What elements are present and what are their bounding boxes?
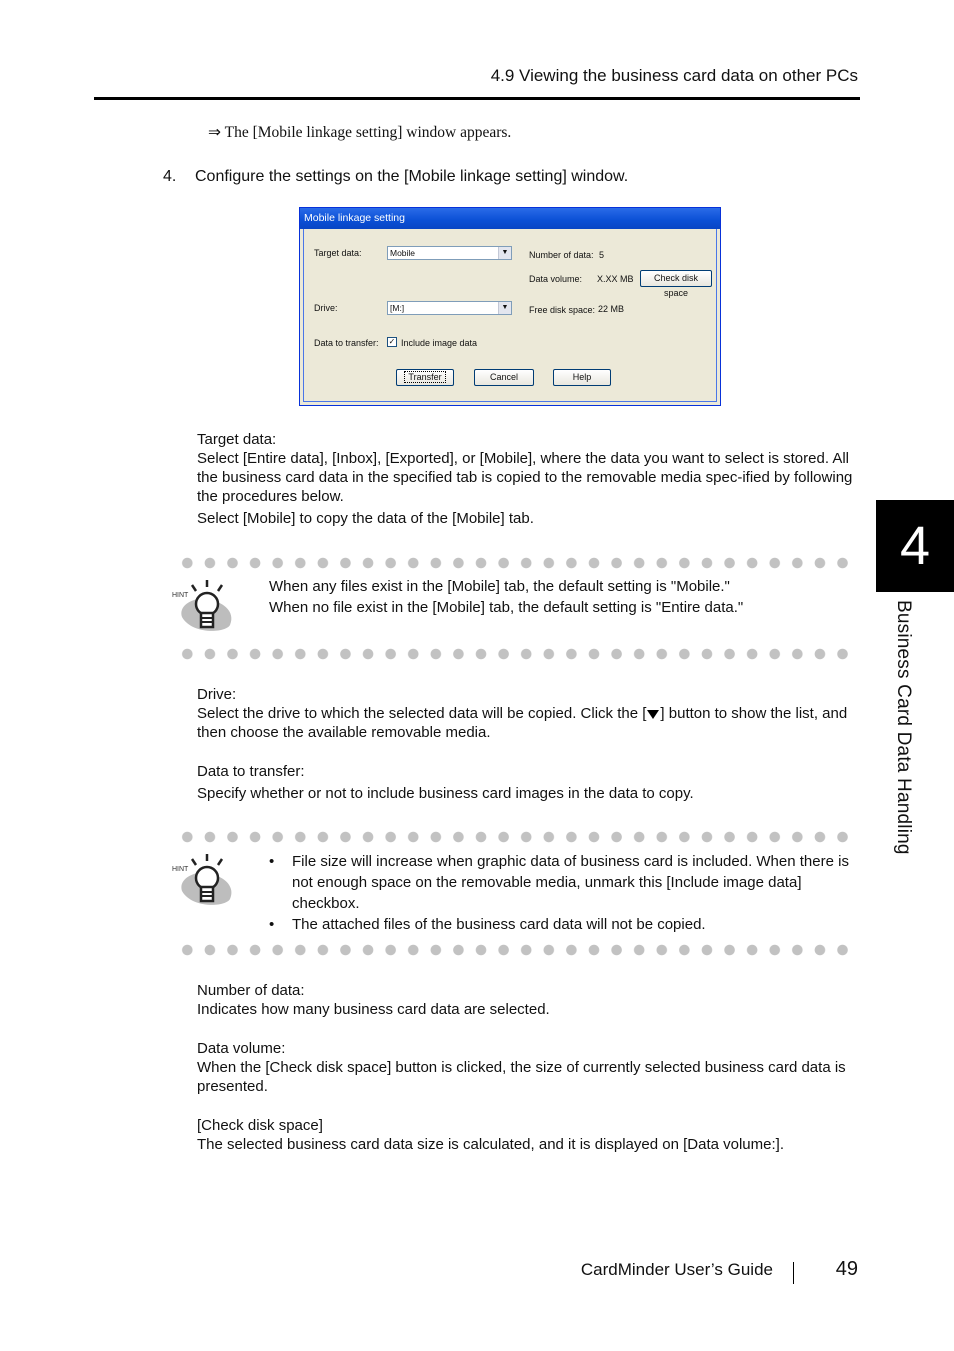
step-number: 4. (163, 168, 177, 185)
data-volume-label: Data volume: (529, 274, 583, 284)
dropdown-arrow-icon (646, 708, 660, 720)
hint-1-line-1: When any files exist in the [Mobile] tab, the default setting is "Mobile." (269, 578, 730, 595)
target-data-section (197, 430, 863, 528)
drive-value: [M:] (390, 303, 405, 313)
hint-border-top (176, 557, 852, 569)
appears-text: The [Mobile linkage setting] window appears. (224, 124, 512, 141)
hint-2-list (269, 851, 849, 935)
check-disk-space-button[interactable]: Check disk space (640, 270, 712, 287)
transfer-button[interactable]: Transfer (396, 369, 454, 386)
dialog-body (303, 229, 717, 402)
step-4 (163, 168, 628, 186)
hint-border-top (176, 831, 852, 843)
data-volume-section (197, 1039, 863, 1096)
free-disk-space-value: 22 MB (598, 304, 625, 314)
number-of-data-value: 5 (599, 250, 605, 260)
hint-lightbulb-icon (172, 577, 236, 635)
target-data-body: Select [Entire data], [Inbox], [Exported], or [Mobile], where the data you want to select is stored. All the business card data in the specified tab is copied to the removable media spec-ified by following the procedures below. (197, 450, 853, 505)
header-divider (94, 97, 860, 100)
chapter-number-tab: 4 (876, 500, 954, 592)
check-disk-space-body: The selected business card data size is calculated, and it is displayed on [Data volume:]. (197, 1136, 784, 1153)
list-item: • The attached files of the business card data will not be copied. (269, 916, 706, 933)
target-data-label: Target data: (314, 248, 362, 258)
hint-border-bottom (176, 944, 852, 956)
data-to-transfer-body: Specify whether or not to include business card images in the data to copy. (197, 785, 694, 802)
list-item: • File size will increase when graphic data of business card is included. When there is not enough space on the removable media, unmark this [Include image data] checkbox. (269, 853, 849, 912)
help-button[interactable]: Help (553, 369, 611, 386)
chapter-title-vertical: Business Card Data Handling (893, 600, 914, 855)
data-to-transfer-label: Data to transfer: (314, 338, 379, 348)
data-volume-body: When the [Check disk space] button is clicked, the size of currently selected business card data is presented. (197, 1059, 846, 1095)
hint-lightbulb-icon (172, 851, 236, 909)
hint-1-text (269, 576, 859, 618)
page-number: 49 (835, 1258, 858, 1280)
target-data-extra: Select [Mobile] to copy the data of the [Mobile] tab. (197, 510, 534, 527)
target-data-title: Target data: (197, 431, 277, 448)
drive-label: Drive: (314, 303, 338, 313)
hint-border-bottom (176, 648, 852, 660)
svg-text:HINT: HINT (172, 592, 189, 599)
number-of-data-body: Indicates how many business card data are selected. (197, 1001, 550, 1018)
target-data-combo[interactable] (387, 246, 512, 260)
number-of-data-section (197, 981, 863, 1019)
drive-body: Select the drive to which the selected data will be copied. Click the [ ] button to show the list, and then choose the available removable media. (197, 705, 848, 741)
mobile-linkage-dialog (299, 207, 721, 406)
footer-guide-title: CardMinder User’s Guide (580, 1260, 773, 1279)
dialog-titlebar: Mobile linkage setting (300, 208, 720, 229)
check-disk-space-title: [Check disk space] (197, 1117, 323, 1134)
step-text: Configure the settings on the [Mobile linkage setting] window. (195, 168, 629, 185)
chevron-down-icon[interactable]: ▼ (498, 247, 511, 259)
result-arrow: ⇒ (208, 124, 221, 141)
target-data-value: Mobile (390, 248, 416, 258)
include-image-label: Include image data (401, 338, 478, 348)
data-volume-title: Data volume: (197, 1040, 286, 1057)
check-disk-space-section (197, 1116, 863, 1154)
drive-title: Drive: (197, 686, 237, 703)
footer-divider (793, 1262, 794, 1284)
number-of-data-label: Number of data: (529, 250, 594, 260)
number-of-data-title: Number of data: (197, 982, 305, 999)
chevron-down-icon[interactable]: ▼ (498, 302, 511, 314)
include-image-checkbox[interactable]: ✓ (388, 337, 396, 346)
svg-text:HINT: HINT (172, 866, 189, 873)
data-to-transfer-section (197, 762, 863, 803)
hint-1-line-2: When no file exist in the [Mobile] tab, the default setting is "Entire data." (269, 599, 744, 616)
section-title: 4.9 Viewing the business card data on other PCs (490, 66, 858, 85)
cancel-button[interactable]: Cancel (474, 369, 534, 386)
data-to-transfer-title: Data to transfer: (197, 763, 305, 780)
drive-section (197, 685, 857, 742)
drive-combo[interactable] (387, 301, 512, 315)
free-disk-space-label: Free disk space: (529, 305, 596, 315)
data-volume-value: X.XX MB (597, 274, 634, 284)
window-appears-note (208, 123, 511, 142)
